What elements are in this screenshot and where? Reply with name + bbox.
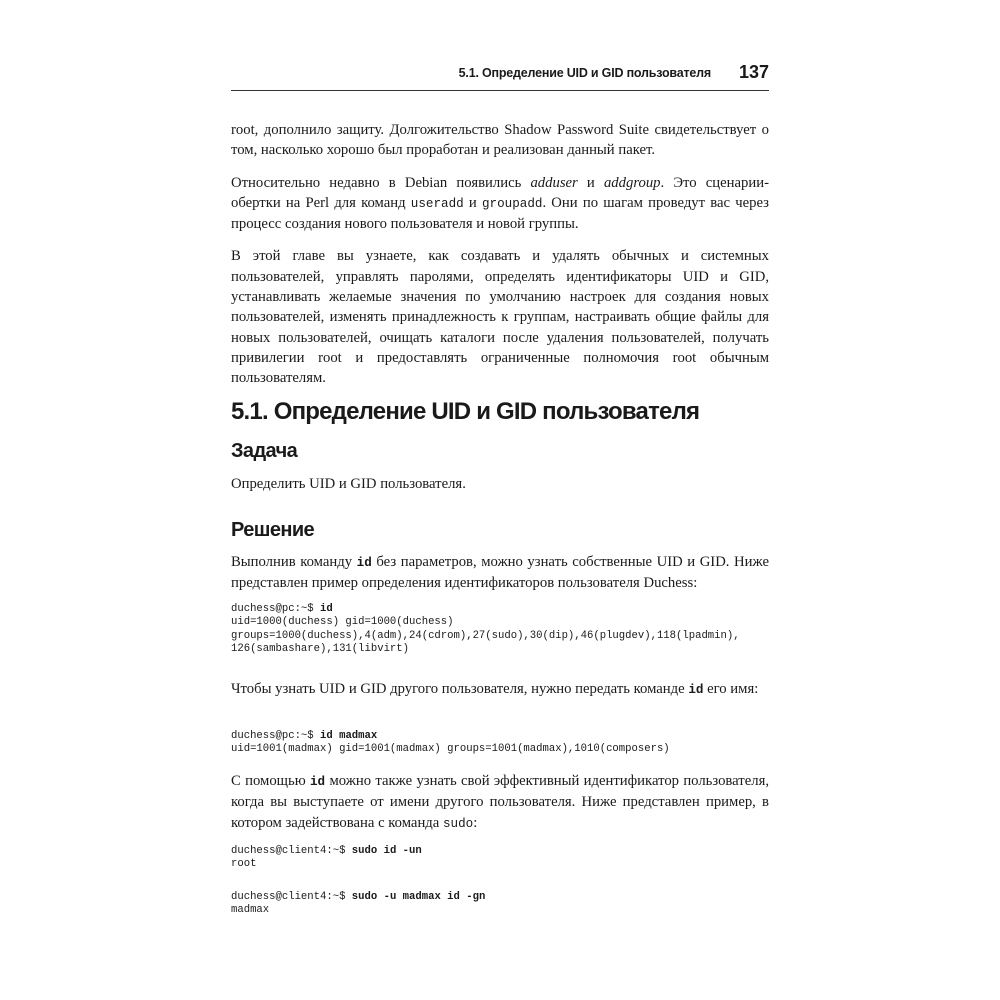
code-block: duchess@pc:~$ id uid=1000(duchess) gid=1000(duchess) groups=1000(duchess),4(adm),24(cdrom),27(sudo),30(dip),46(plugdev),118(lpadmin), 126(sambashare),131(libvirt) [231,603,740,656]
code-block: duchess@client4:~$ sudo -u madmax id -gn madmax [231,891,486,917]
task-text: Определить UID и GID пользователя. [231,476,466,492]
page-header [231,60,769,91]
paragraph: С помощью id можно также узнать свой эффективный идентификатор пользователя, когда вы выступаете от имени другого пользователя. Ниже представлен пример, в котором задействована с команда sudo: [231,773,769,831]
code-id: id [310,775,326,789]
solution-heading: Решение [231,519,315,541]
code-block: duchess@client4:~$ sudo id -un root [231,845,422,871]
section-title: 5.1. Определение UID и GID пользователя [231,398,700,425]
code-sudo: sudo [442,816,474,831]
paragraph: Чтобы узнать UID и GID другого пользователя, нужно передать команде id его имя: [231,681,759,697]
code-id: id [688,683,704,697]
code-id: id [356,556,372,570]
book-page [231,60,769,917]
code-groupadd: groupadd [481,196,543,211]
paragraph: В этой главе вы узнаете, как создавать и удалять обычных и системных пользователей, управлять паролями, определять идентификаторы UID и GID, устанавливать желаемые значения по умолчанию настроек для создания новых пользователей, изменять принадлежность к группам, настраивать общие файлы для новых пользователей, очищать каталоги после удаления пользователей, получать привилегии root и предоставлять ограниченные полномочия root обычным пользователям. [231,248,769,387]
paragraph: Относительно недавно в Debian появились adduser и addgroup. Это сценарии-обертки на Perl для команд useradd и groupadd. Они по шагам проведут вас через процесс создания нового пользователя и новой группы. [231,174,769,233]
task-heading: Задача [231,440,298,462]
emphasis-adduser: adduser [530,174,578,191]
running-title: 5.1. Определение UID и GID пользователя [458,66,711,80]
emphasis-addgroup: addgroup [603,174,661,191]
paragraph: root, дополнило защиту. Долгожительство Shadow Password Suite свидетельствует о том, насколько хорошо был проработан и реализован данный пакет. [231,122,769,159]
code-block: duchess@pc:~$ id madmax uid=1001(madmax) gid=1001(madmax) groups=1001(madmax),1010(composers) [231,730,670,756]
code-useradd: useradd [410,196,464,211]
page-number: 137 [738,62,769,82]
paragraph: Выполнив команду id без параметров, можно узнать собственные UID и GID. Ниже представлен пример определения идентификаторов пользователя Duchess: [231,554,769,592]
intro-text [231,120,769,389]
